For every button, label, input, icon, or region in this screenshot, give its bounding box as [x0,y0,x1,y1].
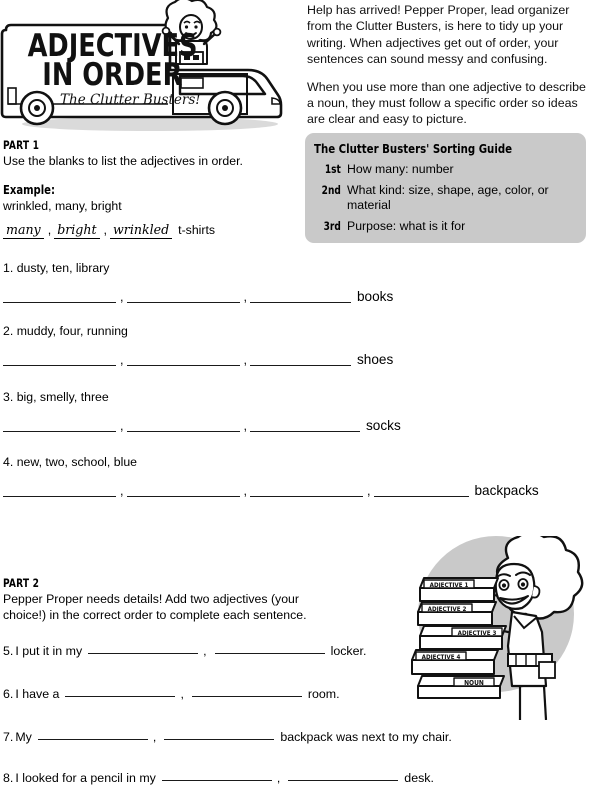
intro-paragraph-1: Help has arrived! Pepper Proper, lead organizer from the Clutter Busters, is here to tidy up your writing. When adjectives get out of order, your sentences can sound messy and confusing. [307,3,570,67]
guide-ordinal: 2nd [321,183,341,197]
answer-blank[interactable] [250,485,363,497]
question-2-answer-row: , , shoes [3,353,393,366]
example-noun: t-shirts [178,223,216,237]
sorting-guide-row [314,183,577,213]
question-6-number: 6. [3,687,14,701]
question-2-words: muddy, four, running [16,324,128,338]
truck-title-line1: ADJECTIVES [27,27,198,65]
answer-blank[interactable] [250,354,351,366]
box-adjective-2 [418,602,496,625]
answer-blank[interactable] [127,354,240,366]
svg-text:ADJECTIVE 4: ADJECTIVE 4 [421,654,461,661]
truck-illustration [0,0,300,135]
answer-blank[interactable] [88,642,198,654]
question-1-answer-row: , , books [3,290,393,303]
question-3-words: big, smelly, three [16,390,109,404]
question-4-prompt [3,455,539,470]
example-label: Example: [3,182,55,197]
question-2-noun: shoes [357,352,394,367]
answer-blank[interactable] [192,685,302,697]
example-words: wrinkled, many, bright [3,199,122,213]
question-8-end: desk. [404,771,434,785]
question-item-7: 7. My , backpack was next to my chair. [3,730,452,744]
guide-rule-text: What kind: size, shape, age, color, or material [347,183,549,212]
part1-label: PART 1 [3,138,40,152]
answer-blank[interactable] [38,728,148,740]
question-6-lead: I have a [15,687,60,701]
question-7-lead: My [15,730,32,744]
question-4-number: 4. [3,455,14,469]
box-adjective-4 [412,650,498,674]
box-adjective-1 [420,578,498,601]
answer-blank[interactable] [65,685,175,697]
sorting-guide-box [305,133,586,243]
example-answer-line: many , bright , wrinkled t-shirts [3,222,303,237]
question-1-number: 1. [3,261,14,275]
question-item-3 [3,390,401,432]
example-block [3,182,303,237]
question-item-5: 5. I put it in my , locker. [3,644,367,658]
question-4-noun: backpacks [474,483,539,498]
question-6-end: room. [307,687,340,701]
answer-blank[interactable] [3,485,116,497]
example-answer-3: wrinkled [110,222,172,239]
answer-blank[interactable] [164,728,274,740]
answer-blank[interactable] [127,485,240,497]
intro-text [307,2,595,139]
answer-blank[interactable] [250,420,360,432]
answer-blank[interactable] [3,291,116,303]
guide-ordinal: 1st [324,162,341,176]
question-7-end: backpack was next to my chair. [280,730,452,744]
part2-header [3,576,333,623]
pepper-proper-illustration [396,536,600,720]
svg-text:ADJECTIVE 3: ADJECTIVE 3 [457,630,497,637]
part1-header [3,138,303,169]
question-4-words: new, two, school, blue [16,455,137,469]
truck-title-line2: IN ORDER [42,56,183,94]
svg-text:ADJECTIVE 1: ADJECTIVE 1 [429,582,469,589]
box-adjective-3 [420,626,506,649]
question-1-words: dusty, ten, library [16,261,110,275]
question-item-6: 6. I have a , room. [3,687,340,701]
answer-blank[interactable] [127,291,240,303]
question-3-noun: socks [366,418,401,433]
question-5-end: locker. [330,644,367,658]
question-item-2 [3,324,393,366]
sorting-guide-title: The Clutter Busters' Sorting Guide [314,141,513,156]
question-3-number: 3. [3,390,14,404]
example-answer-1: many [3,222,44,239]
question-3-prompt [3,390,401,405]
answer-blank[interactable] [250,291,351,303]
stacked-boxes [412,578,506,698]
question-item-4 [3,455,539,497]
part2-instructions: Pepper Proper needs details! Add two adjectives (your choice!) in the correct order to complete each sentence. [3,592,307,622]
answer-blank[interactable] [288,769,398,781]
question-3-answer-row: , , socks [3,419,401,432]
question-4-answer-row: , , , backpacks [3,484,539,497]
answer-blank[interactable] [3,354,116,366]
question-1-noun: books [357,289,394,304]
question-item-8: 8. I looked for a pencil in my , desk. [3,771,434,785]
intro-paragraph-2: When you use more than one adjective to describe a noun, they must follow a specific order so ideas are clear and easy to picture. [307,79,586,127]
question-item-1 [3,261,393,303]
answer-blank[interactable] [162,769,272,781]
question-8-lead: I looked for a pencil in my [15,771,156,785]
part1-instructions: Use the blanks to list the adjectives in order. [3,154,243,168]
truck-subtitle: The Clutter Busters! [60,92,201,108]
question-1-prompt [3,261,393,276]
question-5-lead: I put it in my [15,644,83,658]
answer-blank[interactable] [3,420,116,432]
svg-text:ADJECTIVE 2: ADJECTIVE 2 [427,606,467,613]
example-answer-2: bright [54,222,99,239]
guide-ordinal: 3rd [323,219,341,233]
part2-label: PART 2 [3,576,40,590]
question-8-number: 8. [3,771,14,785]
question-7-number: 7. [3,730,14,744]
guide-rule-text: How many: number [347,162,454,176]
answer-blank[interactable] [215,642,325,654]
answer-blank[interactable] [374,485,469,497]
question-2-number: 2. [3,324,14,338]
svg-text:NOUN: NOUN [464,679,484,687]
sorting-guide-row [314,162,577,177]
answer-blank[interactable] [127,420,240,432]
question-2-prompt [3,324,393,339]
box-noun [418,676,504,698]
guide-rule-text: Purpose: what is it for [347,219,466,233]
sorting-guide-row [314,219,577,234]
question-5-number: 5. [3,644,14,658]
